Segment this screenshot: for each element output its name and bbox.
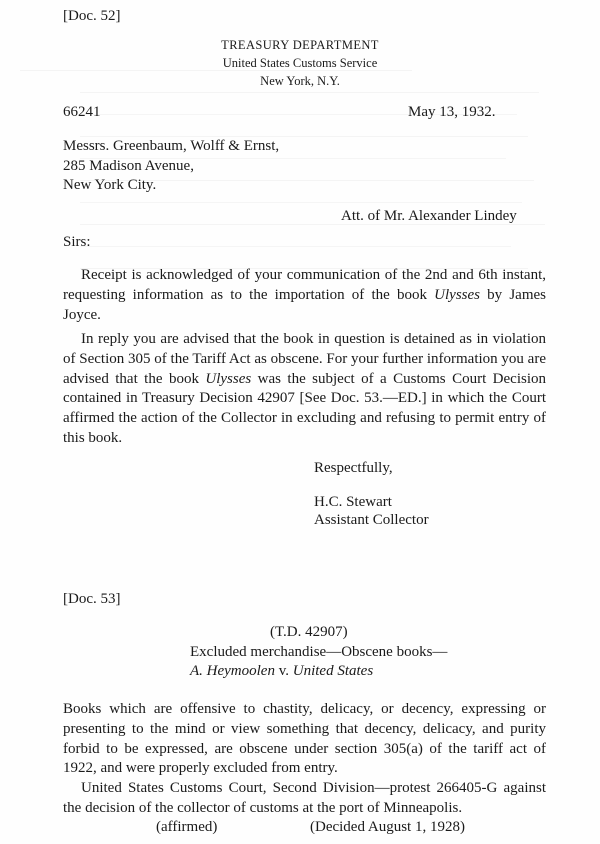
letter-date: May 13, 1932.: [408, 104, 496, 120]
doc53-paragraph-1: Books which are offensive to chastity, delicacy, or decency, expressing or presenting to the mind or view something that decency, delicacy, and purity forbid to be expressed, are obscene under section 305(a) of the tariff act of 1922, and were properly excluded from entry.: [63, 701, 546, 777]
doc53-label: [Doc. 53]: [63, 591, 121, 607]
disposition-affirmed: (affirmed): [156, 819, 218, 835]
salutation: Sirs:: [63, 234, 91, 250]
case-versus: v.: [274, 663, 293, 679]
case-defendant: United States: [292, 663, 374, 679]
decision-date: (Decided August 1, 1928): [310, 819, 465, 835]
doc53-paragraph-2: United States Customs Court, Second Division—protest 266405-G against the decision of the collector of customs at the port of Minneapolis.: [63, 780, 546, 816]
signer-name: H.C. Stewart: [314, 494, 392, 510]
letterhead-department: TREASURY DEPARTMENT: [221, 38, 379, 52]
reference-number: 66241: [63, 104, 101, 120]
letterhead-city: New York, N.Y.: [260, 74, 340, 88]
signer-title: Assistant Collector: [314, 512, 429, 528]
doc53-heading: Excluded merchandise—Obscene books—: [190, 644, 448, 660]
treasury-decision-number: (T.D. 42907): [270, 624, 348, 640]
addressee-line: 285 Madison Avenue,: [63, 157, 194, 174]
closing: Respectfully,: [314, 460, 393, 476]
addressee-block: [63, 137, 279, 196]
addressee-line: New York City.: [63, 177, 157, 193]
case-caption: [190, 663, 373, 680]
doc52-label: [Doc. 52]: [63, 8, 121, 24]
doc52-paragraph-2: In reply you are advised that the book in question is detained as in violation of Section 305 of the Tariff Act as obscene. For your further information you are advised that the book Ulysses was the subject of a Customs Court Decision contained in Treasury Decision 42907 [See Doc. 53.—ED.] in which the Court affirmed the action of the Collector in excluding and refusing to permit entry of this book.: [63, 331, 547, 446]
letterhead-service: United States Customs Service: [222, 56, 378, 70]
book-title: Ulysses: [434, 286, 480, 303]
doc52-paragraph-1: Receipt is acknowledged of your communication of the 2nd and 6th instant, requesting information as to the importation of the book Ulysses by James Joyce.: [63, 267, 546, 323]
attention-line: Att. of Mr. Alexander Lindey: [341, 208, 517, 224]
case-plaintiff: A. Heymoolen: [190, 663, 275, 679]
addressee-line: Messrs. Greenbaum, Wolff & Ernst,: [63, 138, 280, 154]
book-title: Ulysses: [205, 370, 252, 387]
